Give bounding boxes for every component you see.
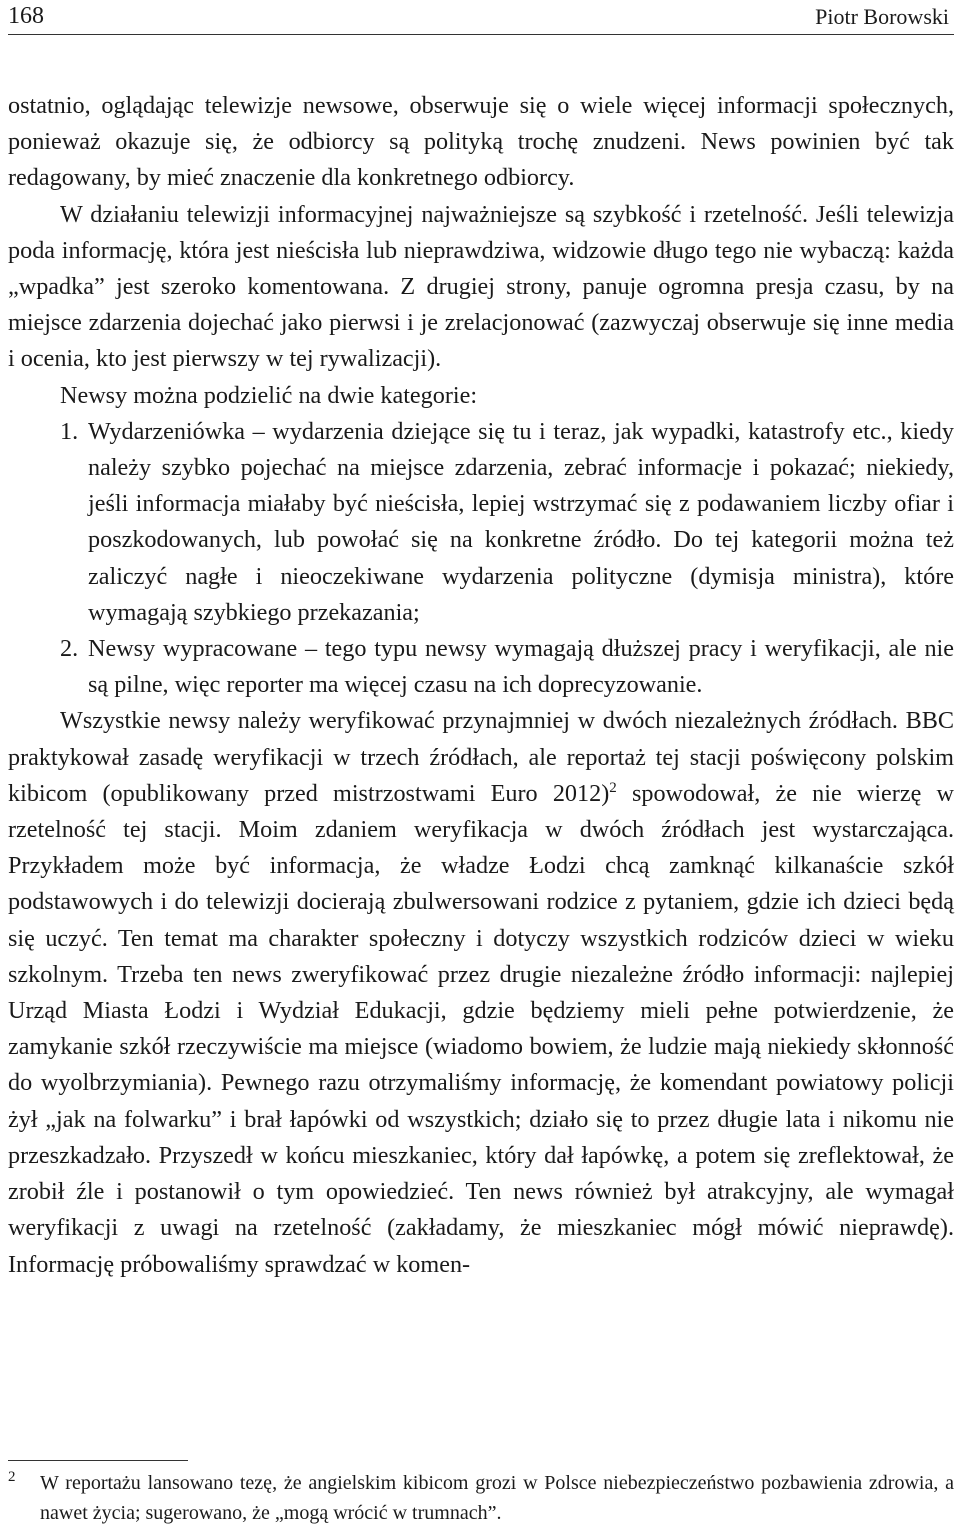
page-number: 168 bbox=[8, 3, 44, 29]
paragraph-text: spowodował, że nie wierzę w rzetelność tej stacji. Moim zdaniem weryfikacja w dwóch źródłach jest wystarczająca. Przykładem może być informacja, że władze Łodzi chcą zamknąć kilkanaście szkół podstawowych i do telewizji docierają zbulwersowani rodzice z pytaniem, gdzie ich dzieci będą się uczyć. Ten temat ma charakter społeczny i dotyczy wszystkich rodziców dzieci w wieku szkolnym. Trzeba ten news zweryfikować przez drugie niezależne źródło informacji: najlepiej Urząd Miasta Łodzi i Wydział Edukacji, gdzie będziemy mieli pełne potwierdzenie, że zamykanie szkół rzeczywiście ma miejsce (wiadomo bowiem, że ludzie mają niekiedy skłonność do wyolbrzymiania). Pewnego razu otrzymaliśmy informację, że komendant powiatowy policji żył „jak na folwarku” i brał łapówki od wszystkich; działo się to przez długie lata i nikomu nie przeszkadzało. Przyszedł w końcu mieszkaniec, który dał łapówkę, a potem się zreflektował, że zrobił źle i postanowił o tym opowiedzieć. Ten news również był atrakcyjny, ale wymagał weryfikacji z uwagi na rzetelność (zakładamy, że mieszkaniec mógł mówić nieprawdę). Informację próbowaliśmy sprawdzać w komen- bbox=[8, 779, 954, 1278]
running-head-author: Piotr Borowski bbox=[815, 4, 949, 29]
paragraph-text: Wszystkie newsy należy weryfikować przynajmniej w dwóch niezależnych źródłach. BBC praktykował zasadę weryfikacji w trzech źródłach, ale reportaż tej stacji poświęcony polskim kibicom (opublikowany przed mistrzostwami Euro 2012) bbox=[8, 707, 954, 807]
page-header bbox=[8, 0, 954, 35]
footnote-number: 2 bbox=[8, 1469, 16, 1485]
footnote-divider bbox=[8, 1460, 188, 1461]
paragraph: Newsy można podzielić na dwie kategorie: bbox=[60, 381, 478, 409]
list-item bbox=[8, 631, 954, 703]
paragraph: W działaniu telewizji informacyjnej najważniejsze są szybkość i rzetelność. Jeśli telewizja poda informację, która jest nieścisła lub nieprawdziwa, widzowie długo tego nie wybaczą: każda „wpadka” jest szeroko komentowana. Z drugiej strony, panuje ogromna presja czasu, by na miejsce zdarzenia dojechać jako pierwsi i je zrelacjonować (zazwyczaj obserwuje się inne media i ocenia, kto jest pierwszy w tej rywalizacji). bbox=[8, 200, 954, 373]
list-item-number: 1. bbox=[60, 417, 79, 445]
list-item-text: Wydarzeniówka – wydarzenia dziejące się tu i teraz, jak wypadki, katastrofy etc., kiedy należy szybko pojechać na miejsce zdarzenia, zebrać informacje i pokazać; niekiedy, jeśli informacja miałaby być nieścisła, lepiej wstrzymać się z podawaniem liczby ofiar i poszkodowanych, lub powołać się na konkretne źródło. Do tej kategorii można też zaliczyć nagłe i nieoczekiwane wydarzenia polityczne (dymisja ministra), które wymagają szybkiego przekazania; bbox=[88, 417, 954, 626]
list-item-number: 2. bbox=[60, 635, 79, 663]
footnote bbox=[8, 1468, 954, 1528]
list-item-text: Newsy wypracowane – tego typu newsy wymagają dłuższej pracy i weryfikacji, ale nie są pilne, więc reporter ma więcej czasu na ich doprecyzowanie. bbox=[88, 635, 954, 699]
paragraph: ostatnio, oglądając telewizje newsowe, obserwuje się o wiele więcej informacji społecznych, ponieważ okazuje się, że odbiorcy są polityką trochę znudzeni. News powinien być tak redagowany, by mieć znaczenie dla konkretnego odbiorcy. bbox=[8, 92, 954, 192]
paragraph bbox=[8, 703, 954, 1282]
list-item bbox=[8, 414, 954, 631]
footnote-text: W reportażu lansowano tezę, że angielskim kibicom grozi w Polsce niebezpieczeństwo pozbawienia zdrowia, a nawet życia; sugerowano, że „mogą wrócić w trumnach”. bbox=[40, 1472, 954, 1524]
footnote-reference[interactable]: 2 bbox=[609, 779, 617, 796]
body-text bbox=[8, 88, 954, 1283]
